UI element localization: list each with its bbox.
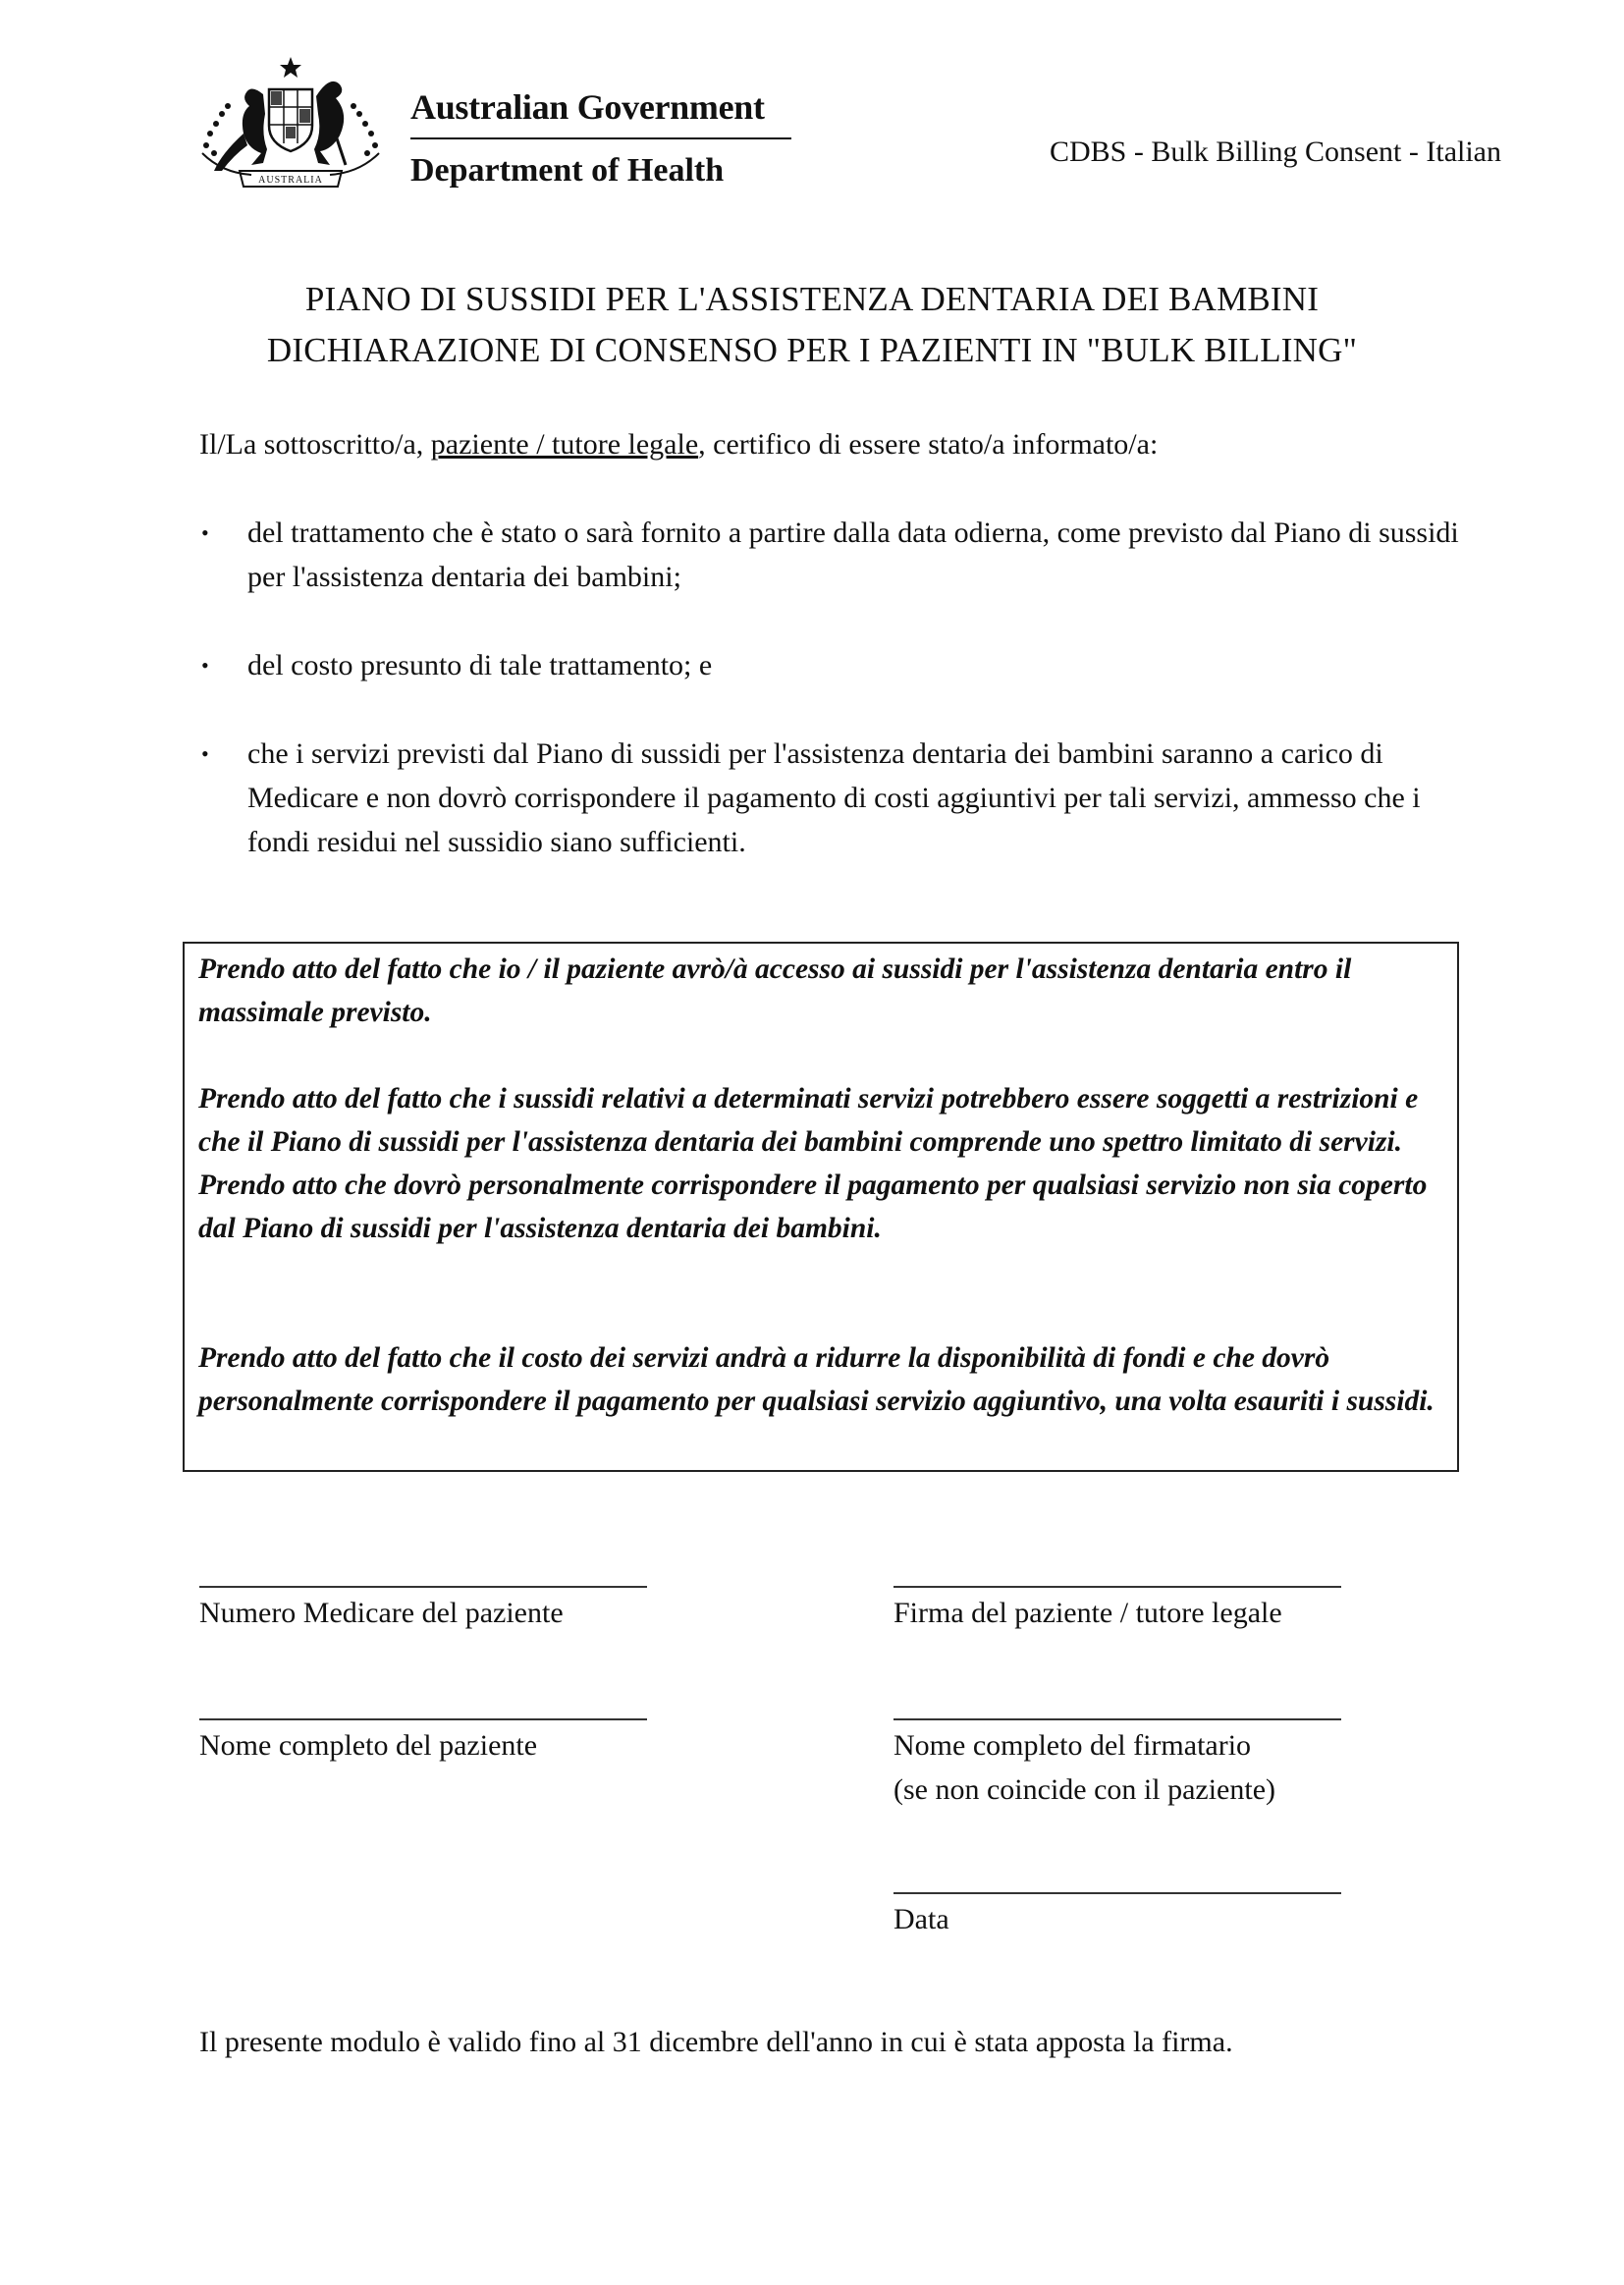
- signature-label: Firma del paziente / tutore legale: [893, 1597, 1282, 1629]
- form-tag: CDBS - Bulk Billing Consent - Italian: [1049, 136, 1501, 168]
- patient-full-name-field[interactable]: [199, 1718, 647, 1720]
- patient-full-name-label: Nome completo del paziente: [199, 1729, 538, 1762]
- medicare-number-field[interactable]: [199, 1586, 647, 1588]
- signatory-note: (se non coincide con il paziente): [893, 1773, 1276, 1806]
- bullet-item: che i servizi previsti dal Piano di sussidi per l'assistenza dentaria dei bambini saranno a carico di Medicare e non dovrò corrispondere il pagamento di costi aggiuntivi per tali servizi, ammesso che i fondi residui nel sussidio siano sufficienti.: [247, 737, 1421, 858]
- signatory-full-name-field[interactable]: [893, 1718, 1341, 1720]
- intro-statement: [199, 422, 1158, 466]
- date-field[interactable]: [893, 1892, 1341, 1894]
- department-name: Department of Health: [410, 152, 725, 189]
- bullet-icon: •: [201, 653, 209, 678]
- validity-note: Il presente modulo è valido fino al 31 dicembre dell'anno in cui è stata apposta la firma.: [199, 2026, 1233, 2058]
- signatory-full-name-label: Nome completo del firmatario: [893, 1729, 1252, 1762]
- medicare-number-label: Numero Medicare del paziente: [199, 1597, 564, 1629]
- signature-field[interactable]: [893, 1586, 1341, 1588]
- document-title-line-2: DICHIARAZIONE DI CONSENSO PER I PAZIENTI IN "BULK BILLING": [266, 331, 1358, 369]
- government-name: Australian Government: [410, 87, 765, 127]
- bullet-item: del costo presunto di tale trattamento; e: [247, 649, 713, 681]
- header-divider: [410, 137, 791, 139]
- coat-of-arms-logo: [192, 55, 389, 192]
- date-label: Data: [893, 1903, 949, 1935]
- bullet-icon: •: [201, 741, 209, 766]
- intro-underlined: paziente / tutore legale: [430, 428, 699, 461]
- acknowledgement-paragraph: Prendo atto del fatto che io / il paziente avrò/à accesso ai sussidi per l'assistenza dentaria entro il massimale previsto.: [198, 953, 1352, 1028]
- bullet-icon: •: [201, 520, 209, 545]
- intro-after: , certifico di essere stato/a informato/a:: [698, 428, 1159, 461]
- document-title-line-1: PIANO DI SUSSIDI PER L'ASSISTENZA DENTARIA DEI BAMBINI: [304, 280, 1320, 318]
- crest-motto: AUSTRALIA: [258, 175, 323, 186]
- intro-before: Il/La sottoscritto/a,: [199, 428, 431, 461]
- acknowledgement-paragraph: Prendo atto del fatto che i sussidi relativi a determinati servizi potrebbero essere soggetti a restrizioni e che il Piano di sussidi per l'assistenza dentaria dei bambini comprende uno spettro limitato di servizi. Prendo atto che dovrò personalmente corrispondere il pagamento per qualsiasi servizio non sia coperto dal Piano di sussidi per l'assistenza dentaria dei bambini.: [198, 1083, 1428, 1244]
- bullet-item: del trattamento che è stato o sarà fornito a partire dalla data odierna, come previsto dal Piano di sussidi per l'assistenza dentaria dei bambini;: [247, 517, 1459, 593]
- acknowledgement-paragraph: Prendo atto del fatto che il costo dei servizi andrà a ridurre la disponibilità di fondi e che dovrò personalmente corrispondere il pagamento per qualsiasi servizio aggiuntivo, una volta esauriti i sussidi.: [198, 1342, 1435, 1417]
